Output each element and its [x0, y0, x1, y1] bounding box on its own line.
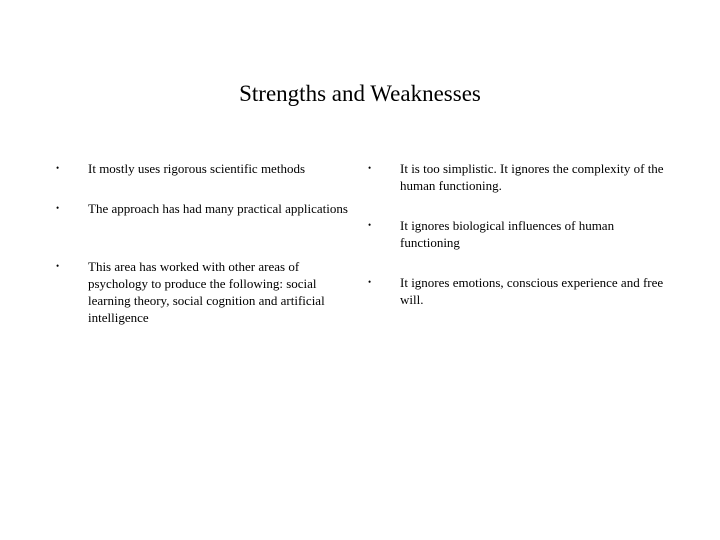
bullet-icon: • — [368, 220, 372, 230]
bullet-icon: • — [56, 163, 60, 173]
bullet-icon: • — [56, 203, 60, 213]
strength-text: This area has worked with other areas of psychology to produce the following: social learning theory, social cognition and artificial intelligence — [88, 259, 325, 325]
weakness-text: It ignores biological influences of human functioning — [400, 218, 615, 250]
bullet-icon: • — [368, 277, 372, 287]
slide-title: Strengths and Weaknesses — [239, 81, 481, 106]
weakness-text: It is too simplistic. It ignores the complexity of the human functioning. — [400, 161, 664, 193]
bullet-icon: • — [56, 261, 60, 271]
weakness-text: It ignores emotions, conscious experience and free will. — [400, 275, 664, 307]
bullet-icon: • — [368, 163, 372, 173]
strength-text: It mostly uses rigorous scientific methods — [88, 161, 306, 176]
strength-text: The approach has had many practical applications — [88, 201, 348, 216]
